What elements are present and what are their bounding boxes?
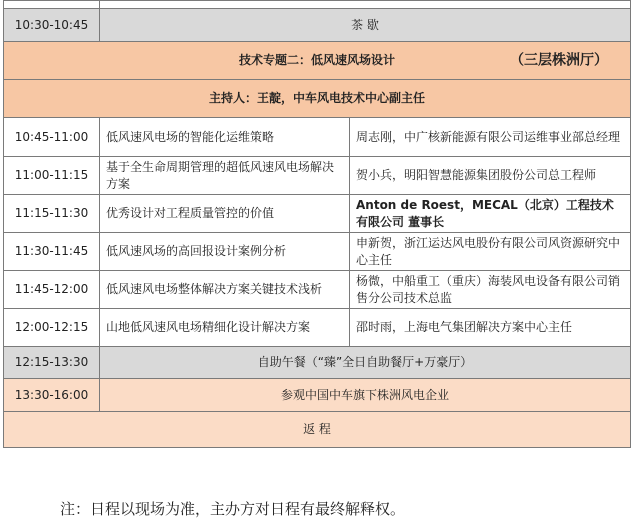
host-cell: 主持人：王靛，中车风电技术中心副主任 (4, 80, 631, 118)
talk-speaker: 贺小兵，明阳智慧能源集团股份公司总工程师 (350, 157, 631, 195)
talk-row (4, 195, 631, 233)
lunch-label: 自助午餐（“臻”全日自助餐厅+万豪厅） (100, 347, 631, 379)
talk-row (4, 157, 631, 195)
talk-speaker: 杨微，中船重工（重庆）海装风电设备有限公司销售分公司技术总监 (350, 271, 631, 309)
top-cut-row (4, 1, 631, 9)
top-cut-cell (4, 1, 100, 9)
top-cut-cell (100, 1, 631, 9)
tea-break-row (4, 9, 631, 42)
time-cell: 11:30-11:45 (4, 233, 100, 271)
talk-title: 低风速风场的高回报设计案例分析 (100, 233, 350, 271)
visit-row (4, 379, 631, 412)
talk-title: 低风速风电场整体解决方案关键技术浅析 (100, 271, 350, 309)
time-cell: 11:15-11:30 (4, 195, 100, 233)
topic-title: 技术专题二：低风速风场设计 (238, 53, 395, 67)
talk-speaker: Anton de Roest，MECAL（北京）工程技术有限公司 董事长 (350, 195, 631, 233)
topic-cell (4, 42, 631, 80)
time-cell: 10:30-10:45 (4, 9, 100, 42)
tea-break-label: 茶 歇 (100, 9, 631, 42)
time-cell: 12:15-13:30 (4, 347, 100, 379)
schedule-note: 注：日程以现场为准，主办方对日程有最终解释权。 (60, 500, 406, 518)
talk-title: 山地低风速风电场精细化设计解决方案 (100, 309, 350, 347)
talk-title: 基于全生命周期管理的超低风速风电场解决方案 (100, 157, 350, 195)
visit-label: 参观中国中车旗下株洲风电企业 (100, 379, 631, 412)
time-cell: 13:30-16:00 (4, 379, 100, 412)
talk-row (4, 309, 631, 347)
talk-row (4, 271, 631, 309)
time-cell: 12:00-12:15 (4, 309, 100, 347)
time-cell: 11:00-11:15 (4, 157, 100, 195)
return-label: 返 程 (4, 412, 631, 448)
topic-row (4, 42, 631, 80)
talk-speaker: 周志刚，中广核新能源有限公司运维事业部总经理 (350, 118, 631, 157)
topic-venue: （三层株洲厅） (510, 52, 608, 68)
host-row (4, 80, 631, 118)
time-cell: 10:45-11:00 (4, 118, 100, 157)
talk-row (4, 118, 631, 157)
return-row (4, 412, 631, 448)
talk-row (4, 233, 631, 271)
schedule-table (3, 0, 631, 448)
talk-title: 优秀设计对工程质量管控的价值 (100, 195, 350, 233)
time-cell: 11:45-12:00 (4, 271, 100, 309)
talk-speaker: 邵时雨，上海电气集团解决方案中心主任 (350, 309, 631, 347)
talk-speaker: 申新贺，浙江运达风电股份有限公司风资源研究中心主任 (350, 233, 631, 271)
talk-title: 低风速风电场的智能化运维策略 (100, 118, 350, 157)
lunch-row (4, 347, 631, 379)
